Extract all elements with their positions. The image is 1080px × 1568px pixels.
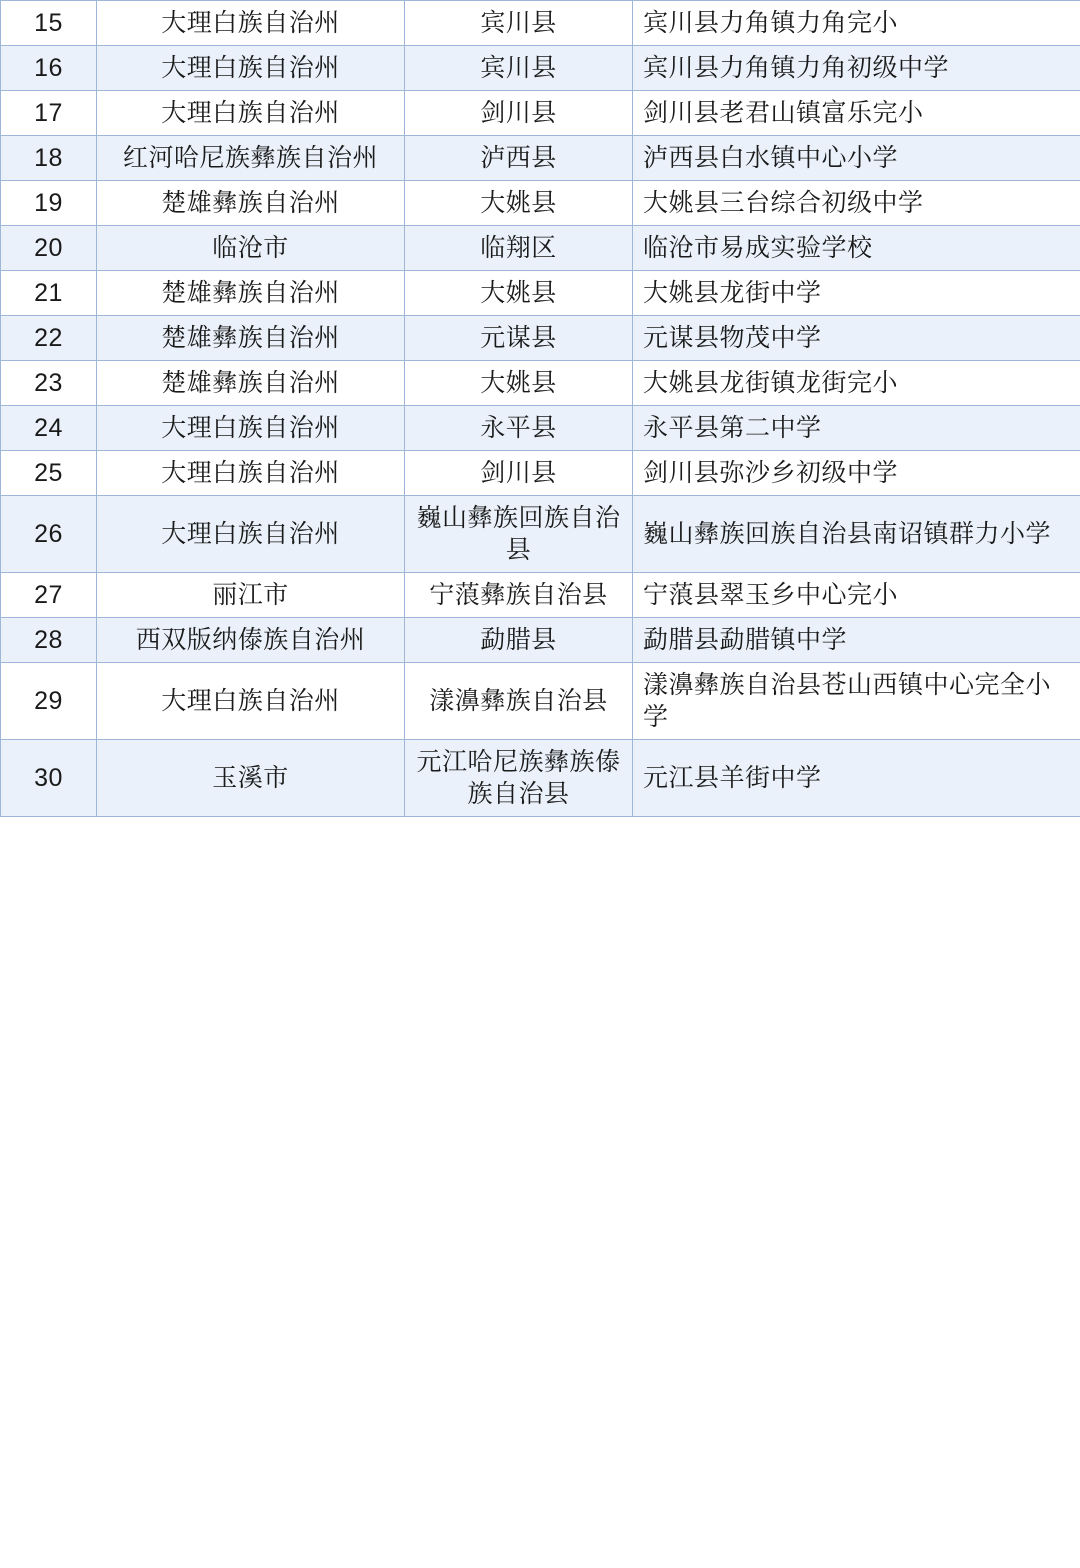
row-prefecture: 大理白族自治州 (97, 406, 405, 451)
row-prefecture: 丽江市 (97, 573, 405, 618)
row-county: 宾川县 (405, 1, 633, 46)
row-index: 26 (1, 496, 97, 573)
row-index: 30 (1, 740, 97, 817)
row-school: 宾川县力角镇力角初级中学 (633, 46, 1080, 91)
table-row (1, 136, 1080, 181)
row-prefecture: 大理白族自治州 (97, 46, 405, 91)
table-row (1, 663, 1080, 740)
row-school: 漾濞彝族自治县苍山西镇中心完全小学 (633, 663, 1080, 740)
row-prefecture: 红河哈尼族彝族自治州 (97, 136, 405, 181)
row-index: 25 (1, 451, 97, 496)
table-row (1, 618, 1080, 663)
row-index: 20 (1, 226, 97, 271)
row-school: 剑川县弥沙乡初级中学 (633, 451, 1080, 496)
row-index: 21 (1, 271, 97, 316)
table-row (1, 496, 1080, 573)
row-prefecture: 楚雄彝族自治州 (97, 316, 405, 361)
row-county: 大姚县 (405, 361, 633, 406)
row-prefecture: 西双版纳傣族自治州 (97, 618, 405, 663)
row-county: 大姚县 (405, 271, 633, 316)
row-county: 剑川县 (405, 91, 633, 136)
row-school: 大姚县龙街中学 (633, 271, 1080, 316)
row-school: 宁蒗县翠玉乡中心完小 (633, 573, 1080, 618)
row-county: 漾濞彝族自治县 (405, 663, 633, 740)
row-school: 元谋县物茂中学 (633, 316, 1080, 361)
row-prefecture: 临沧市 (97, 226, 405, 271)
row-school: 宾川县力角镇力角完小 (633, 1, 1080, 46)
table-body (1, 1, 1080, 817)
table-row (1, 451, 1080, 496)
table-row (1, 46, 1080, 91)
row-index: 22 (1, 316, 97, 361)
table-row (1, 226, 1080, 271)
row-prefecture: 楚雄彝族自治州 (97, 361, 405, 406)
row-school: 永平县第二中学 (633, 406, 1080, 451)
row-prefecture: 大理白族自治州 (97, 496, 405, 573)
row-county: 巍山彝族回族自治县 (405, 496, 633, 573)
row-index: 17 (1, 91, 97, 136)
row-school: 泸西县白水镇中心小学 (633, 136, 1080, 181)
row-prefecture: 大理白族自治州 (97, 451, 405, 496)
row-county: 永平县 (405, 406, 633, 451)
row-county: 宁蒗彝族自治县 (405, 573, 633, 618)
table-row (1, 181, 1080, 226)
table-row (1, 91, 1080, 136)
row-county: 元谋县 (405, 316, 633, 361)
row-school: 勐腊县勐腊镇中学 (633, 618, 1080, 663)
row-index: 16 (1, 46, 97, 91)
row-county: 大姚县 (405, 181, 633, 226)
row-prefecture: 楚雄彝族自治州 (97, 181, 405, 226)
row-school: 大姚县三台综合初级中学 (633, 181, 1080, 226)
row-prefecture: 玉溪市 (97, 740, 405, 817)
row-index: 15 (1, 1, 97, 46)
row-prefecture: 大理白族自治州 (97, 663, 405, 740)
row-school: 元江县羊街中学 (633, 740, 1080, 817)
row-index: 23 (1, 361, 97, 406)
row-prefecture: 楚雄彝族自治州 (97, 271, 405, 316)
table-row (1, 361, 1080, 406)
row-index: 19 (1, 181, 97, 226)
row-index: 29 (1, 663, 97, 740)
row-index: 27 (1, 573, 97, 618)
row-county: 宾川县 (405, 46, 633, 91)
table-row (1, 406, 1080, 451)
row-prefecture: 大理白族自治州 (97, 1, 405, 46)
table-row (1, 1, 1080, 46)
row-school: 剑川县老君山镇富乐完小 (633, 91, 1080, 136)
table-row (1, 573, 1080, 618)
row-county: 临翔区 (405, 226, 633, 271)
row-county: 泸西县 (405, 136, 633, 181)
row-school: 巍山彝族回族自治县南诏镇群力小学 (633, 496, 1080, 573)
row-index: 24 (1, 406, 97, 451)
table-row (1, 271, 1080, 316)
row-index: 18 (1, 136, 97, 181)
row-county: 剑川县 (405, 451, 633, 496)
table-row (1, 316, 1080, 361)
row-county: 元江哈尼族彝族傣族自治县 (405, 740, 633, 817)
row-index: 28 (1, 618, 97, 663)
table-row (1, 740, 1080, 817)
row-school: 大姚县龙街镇龙街完小 (633, 361, 1080, 406)
row-county: 勐腊县 (405, 618, 633, 663)
row-prefecture: 大理白族自治州 (97, 91, 405, 136)
row-school: 临沧市易成实验学校 (633, 226, 1080, 271)
